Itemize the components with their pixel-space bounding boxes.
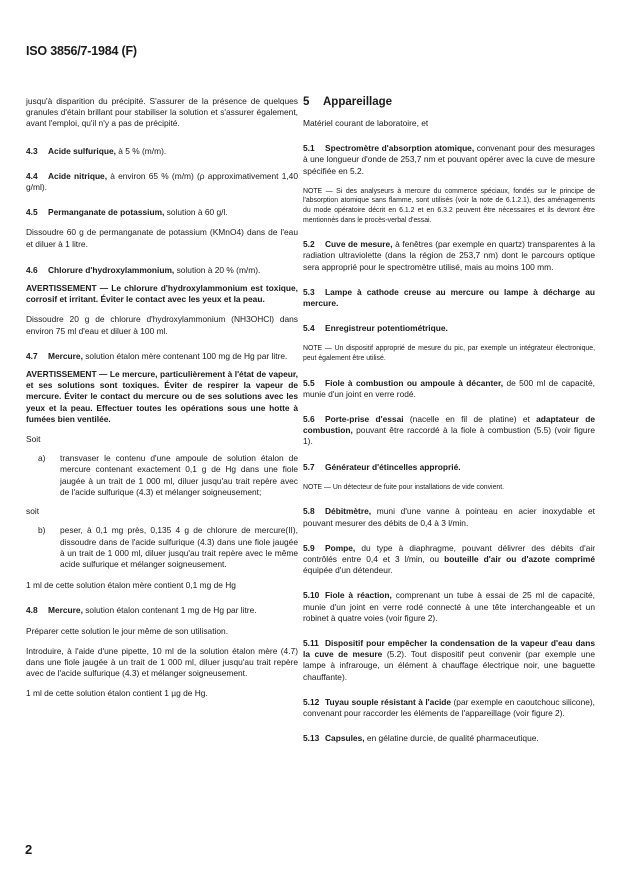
section-number: 4.4 — [26, 170, 38, 181]
warning-text: AVERTISSEMENT — Le mercure, particulièrement à l'état de vapeur, et ses solutions sont toxiques. Éviter de respirer la vapeur de mercure. Éviter le contact du mercure ou de ses solutions avec les yeux et la peau. Effectuer toutes les opérations sous une hotte à fumées bien ventilée. — [26, 369, 298, 424]
section-text-2: équipée d'un détendeur. — [303, 565, 393, 576]
section-title: Chlorure d'hydroxylammonium, — [48, 264, 175, 275]
section-number: 5.4 — [303, 323, 315, 334]
section-number: 5.6 — [303, 414, 315, 424]
section-5-10 — [303, 590, 595, 624]
section-4-8 — [26, 605, 298, 616]
section-text: solution étalon mère contenant 100 mg de Hg par litre. — [82, 350, 288, 361]
section-text: à environ 65 % (m/m) (ρ approximativement 1,40 g/ml). — [26, 170, 299, 193]
section-title: Fiole à combustion ou ampoule à décanter, — [325, 377, 504, 388]
heading-title: Appareillage — [323, 96, 393, 108]
section-5-9 — [303, 543, 595, 577]
section-text: à fenêtres (par exemple en quartz) transparentes à la radiation ultraviolette (dans la région de 253,7 nm) dont le parcours optique sera approprié pour le spectromètre utilisé, mais au moins 100 mm. — [303, 239, 596, 272]
section-number: 5.5 — [303, 377, 315, 388]
section-title-2: adaptateur de combustion, — [303, 414, 595, 436]
paragraph: Soit — [26, 434, 41, 445]
section-text: solution à 20 % (m/m). — [174, 264, 261, 275]
document-header: ISO 3856/7-1984 (F) — [26, 44, 137, 58]
paragraph: soit — [26, 506, 40, 517]
section-4-7 — [26, 351, 298, 362]
section-title: Fiole à réaction, — [325, 590, 392, 601]
section-5-11 — [303, 638, 595, 683]
section-5-8 — [303, 506, 595, 528]
section-text: comprenant un tube à essai de 25 ml de capacité, munie d'un joint en verre rodé connecté à une tête interchangeable et un robinet à quatre voies (voir figure 2). — [303, 590, 596, 623]
intro-paragraph: jusqu'à disparition du précipité. S'assurer de la présence de quelques granules d'étain brillant pour stabiliser la solution et s'assurer également, avant l'emploi, qu'il n'y a pas de précipité. — [26, 96, 298, 129]
section-title: Porte-prise d'essai — [325, 414, 404, 424]
section-number: 5.1 — [303, 143, 315, 154]
section-4-5 — [26, 207, 298, 218]
section-number: 5.3 — [303, 286, 315, 297]
section-5-7 — [303, 462, 595, 473]
section-text: convenant pour des mesurages à une longueur d'onde de 253,7 nm et pouvant opérer avec la cuve de mesure spécifiée en 5.2. — [303, 143, 595, 176]
section-number: 5.11 — [303, 638, 319, 649]
section-title: Acide nitrique, — [48, 170, 108, 181]
section-text: (par exemple en caoutchouc silicone), convenant pour raccorder les éléments de l'appareillage (voir figure 2). — [303, 696, 595, 719]
section-title: Acide sulfurique, — [48, 145, 116, 156]
section-title: Spectromètre d'absorption atomique, — [325, 143, 475, 154]
section-title-2: bouteille d'air ou d'azote comprimé — [444, 554, 595, 565]
warning-text: AVERTISSEMENT — Le chlorure d'hydroxylammonium est toxique, corrosif et irritant. Éviter le contact avec les yeux et la peau. — [26, 283, 298, 305]
paragraph: 1 ml de cette solution étalon mère contient 0,1 mg de Hg — [26, 580, 236, 591]
section-number: 4.3 — [26, 145, 38, 156]
paragraph: Dissoudre 60 g de permanganate de potassium (KMnO4) dans de l'eau et diluer à 1 litre. — [26, 227, 298, 249]
section-5-12 — [303, 697, 595, 719]
section-5-2 — [303, 239, 595, 273]
section-number: 4.7 — [26, 350, 38, 361]
section-title: Lampe à cathode creuse au mercure ou lampe à décharge au mercure. — [303, 286, 595, 308]
note-text: NOTE — Un dispositif approprié de mesure du pic, par exemple un intégrateur électronique, peut également être utilisé. — [303, 345, 595, 362]
section-number: 5.2 — [303, 239, 315, 250]
section-number: 5.7 — [303, 461, 315, 472]
section-number: 4.6 — [26, 264, 38, 275]
section-text: (5.2). Tout dispositif peut convenir (par exemple une lampe à infrarouge, un élément à chauffage électrique noir, une baguette chauffante). — [303, 649, 595, 682]
section-title: Mercure, — [48, 605, 83, 616]
section-title: Cuve de mesure, — [325, 239, 393, 250]
list-label: b) — [38, 525, 46, 536]
section-title: Pompe, — [325, 542, 356, 553]
paragraph: Préparer cette solution le jour même de son utilisation. — [26, 625, 229, 636]
note-text: NOTE — Si des analyseurs à mercure du commerce spéciaux, fondés sur le principe de l'absorption atomique sans flamme, sont utilisés (voir la note de 6.1.2.1), des aménagements du mode opératoire décrit en 6.1.2 et en 6.3.2 peuvent être nécessaires et ils devront être mentionnés dans le procès-verbal d'essai. — [303, 187, 595, 224]
section-title: Mercure, — [48, 350, 83, 361]
section-heading — [303, 96, 595, 108]
section-title: Permanganate de potassium, — [48, 207, 165, 218]
section-title: Capsules, — [325, 733, 365, 744]
section-title: Générateur d'étincelles approprié. — [325, 461, 461, 472]
section-title: Tuyau souple résistant à l'acide — [325, 696, 452, 707]
section-number: 5.13 — [303, 733, 320, 744]
section-4-3 — [26, 146, 298, 157]
section-text: muni d'une vanne à pointeau en acier inoxydable et pouvant mesurer des débits de 0,4 à 3 l/min. — [303, 506, 595, 528]
section-number: 4.5 — [26, 207, 38, 218]
section-text: à 5 % (m/m). — [115, 145, 167, 156]
section-5-6 — [303, 414, 595, 448]
paragraph: Dissoudre 20 g de chlorure d'hydroxylammonium (NH3OHCl) dans environ 75 ml d'eau et diluer à 100 ml. — [26, 314, 298, 336]
section-5-4 — [303, 323, 595, 334]
section-5-5 — [303, 378, 595, 400]
section-number: 4.8 — [26, 605, 38, 616]
list-text: transvaser le contenu d'une ampoule de solution étalon de mercure contenant exactement 0,1 g de Hg dans une fiole jaugée à un trait de 1 000 ml, diluer jusqu'au trait repère avec de l'acide sulfurique (4.3) et mélanger soigneusement; — [60, 453, 298, 497]
section-number: 5.9 — [303, 542, 315, 553]
section-text: du type à diaphragme, pouvant délivrer des débits d'air contrôlés entre 0,4 et 3 l/min, ou — [303, 542, 595, 565]
section-5-1 — [303, 143, 595, 177]
section-title: Débitmètre, — [325, 506, 372, 517]
page-number: 2 — [25, 842, 33, 857]
section-text: en gélatine durcie, de qualité pharmaceutique. — [364, 733, 539, 744]
list-item — [26, 453, 298, 498]
section-5-13 — [303, 733, 595, 744]
section-text: (nacelle en fil de platine) et — [403, 414, 537, 424]
note-text: NOTE — Un détecteur de fuite pour installations de vide convient. — [303, 483, 505, 491]
section-number: 5.10 — [303, 590, 320, 601]
section-4-6 — [26, 265, 298, 276]
section-text: de 500 ml de capacité, munie d'un joint en verre rodé. — [303, 377, 595, 399]
section-text-2: pouvant être raccordé à la fiole à combustion (5.5) (voir figure 1). — [303, 425, 595, 447]
paragraph: 1 ml de cette solution étalon contient 1 µg de Hg. — [26, 688, 208, 699]
section-4-4 — [26, 171, 298, 193]
list-label: a) — [38, 453, 46, 464]
left-column — [26, 96, 298, 700]
heading-number: 5 — [303, 96, 310, 108]
list-item — [26, 525, 298, 570]
section-text: solution à 60 g/l. — [164, 207, 228, 218]
paragraph: Matériel courant de laboratoire, et — [303, 118, 429, 128]
section-number: 5.12 — [303, 696, 320, 707]
right-column — [303, 96, 595, 744]
section-number: 5.8 — [303, 506, 315, 517]
section-text: solution étalon contenant 1 mg de Hg par litre. — [82, 605, 257, 616]
paragraph: Introduire, à l'aide d'une pipette, 10 ml de la solution étalon mère (4.7) dans une fiole jaugée à un trait de 1 000 ml, diluer jusqu'au trait repère avec de l'acide sulfurique (4.3) et mélanger soigneusement. — [26, 645, 298, 679]
list-text: peser, à 0,1 mg près, 0,135 4 g de chlorure de mercure(II), dissoudre dans de l'acide sulfurique (4.3) dans une fiole jaugée à un trait de 1 000 ml, diluer jusqu'au trait repère avec le même acide sulfurique et mélanger soigneusement. — [60, 525, 298, 569]
section-title: Dispositif pour empêcher la condensation de la vapeur d'eau dans la cuve de mesure — [303, 638, 595, 660]
section-title: Enregistreur potentiométrique. — [325, 323, 448, 334]
section-5-3 — [303, 287, 595, 309]
